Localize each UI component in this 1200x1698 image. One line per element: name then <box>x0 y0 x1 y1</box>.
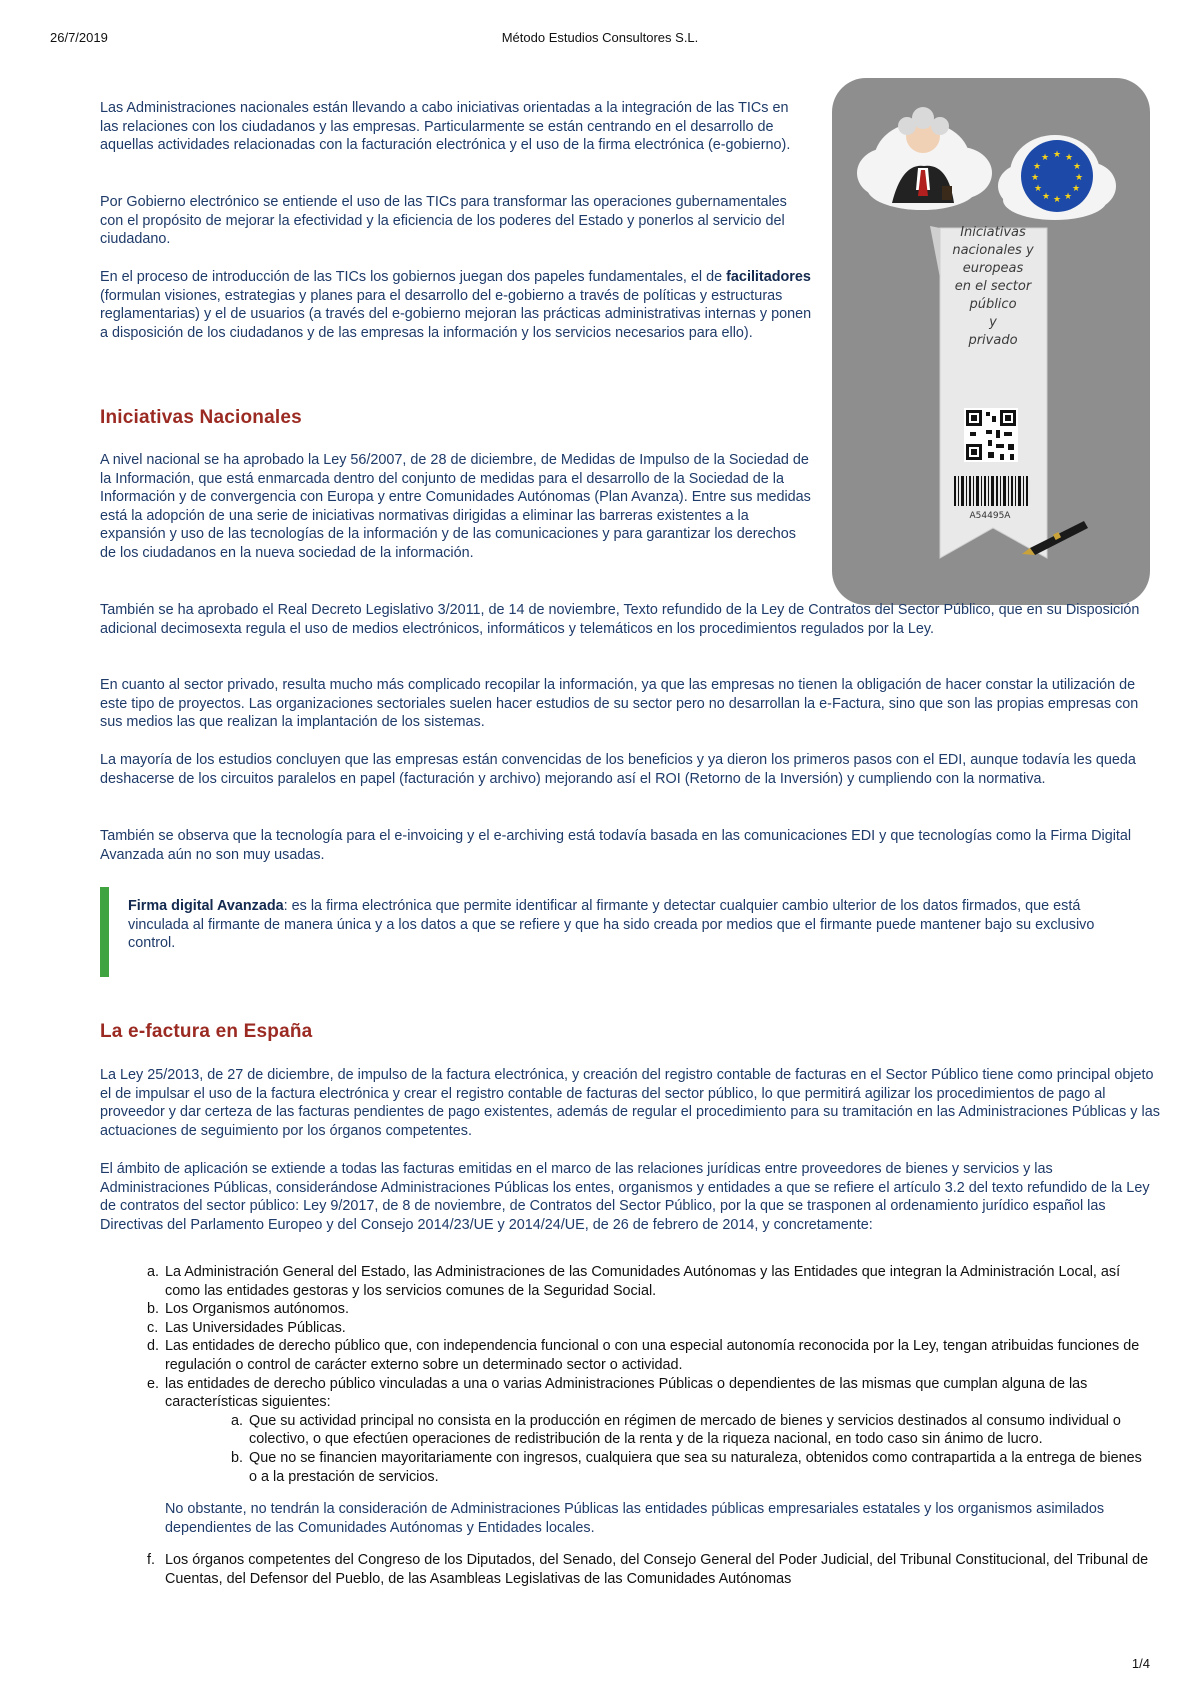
ribbon-line-7: privado <box>968 333 1018 348</box>
facilitadores-bold: facilitadores <box>726 269 811 285</box>
callout-text: Firma digital Avanzada: es la firma electrónica que permite identificar al firmante y detectar cualquier cambio ulterior de los datos firmados, que está vinculada al firmante de manera única y a los datos a que se refiere y que ha sido creada por medios que el firmante puede mantener bajo su exclusivo control. <box>128 898 1095 952</box>
print-date: 26/7/2019 <box>50 30 108 45</box>
svg-text:★: ★ <box>1052 150 1062 160</box>
callout-term: Firma digital Avanzada <box>128 898 284 914</box>
definition-callout <box>100 887 1140 977</box>
intro-paragraph-3: En el proceso de introducción de las TICs los gobiernos juegan dos papeles fundamentales, el de facilitadores (formulan visiones, estrategias y planes para el desarrollo del e-gobierno a través de políticas y estructuras reglamentarias) y el de usuarios (a través del e-gobierno mejoran las prácticas administrativas internas y ponen a disposición de los ciudadanos y de las empresas la información y los servicios necesarios para ello). <box>100 269 812 341</box>
ribbon-line-5: público <box>969 297 1017 312</box>
svg-text:★: ★ <box>1041 192 1051 202</box>
list-item: a. La Administración General del Estado, las Administraciones de las Comunidades Autónomas y las Entidades que integran la Administración Local, así como las entidades gestoras y los servicios comunes de la Seguridad Social. <box>147 1264 1121 1299</box>
list-item: f. Los órganos competentes del Congreso de los Diputados, del Senado, del Consejo General del Poder Judicial, del Tribunal Constitucional, del Tribunal de Cuentas, del Defensor del Pueblo, de las Asambleas Legislativas de las Comunidades Autónomas <box>147 1552 1149 1587</box>
document-title: Método Estudios Consultores S.L. <box>501 30 699 45</box>
section1-paragraph-1: A nivel nacional se ha aprobado la Ley 56/2007, de 28 de diciembre, de Medidas de Impulso de la Sociedad de la Información, que está enmarcada dentro del conjunto de medidas para el desarrollo de la Sociedad de la Información y de convergencia con Europa y entre Comunidades Autónomas (Plan Avanza). Entre sus medidas está la adopción de una serie de iniciativas normativas dirigidas a eliminar las barreras existentes a la expansión y uso de las tecnologías de la información y de las comunicaciones y para garantizar los derechos de los ciudadanos en la nueva sociedad de la información. <box>100 452 811 561</box>
ribbon-line-6: y <box>989 315 997 330</box>
svg-text:★: ★ <box>1030 173 1040 183</box>
svg-text:★: ★ <box>1072 162 1082 172</box>
section1-paragraph-2: También se ha aprobado el Real Decreto Legislativo 3/2011, de 14 de noviembre, Texto refundido de la Ley de Contratos del Sector Público, que en su Disposición adicional decimosexta regula el uso de medios electrónicos, informáticos y telemáticos en los procedimientos regulados por la Ley. <box>100 602 1140 637</box>
intro-paragraph-2: Por Gobierno electrónico se entiende el uso de las TICs para transformar las operaciones gubernamentales con el propósito de mejorar la efectividad y la eficiencia de los poderes del Estado y ponerlos al servicio del ciudadano. <box>100 194 787 248</box>
page-number: 1/4 <box>1131 1656 1150 1671</box>
ribbon-line-2: nacionales y <box>952 243 1034 258</box>
qr-code-icon <box>964 408 1018 462</box>
svg-text:★: ★ <box>1071 184 1081 194</box>
exception-note: No obstante, no tendrán la consideración de Administraciones Públicas las entidades públicas empresariales estatales y los organismos asimilados dependientes de las Comunidades Autónomas y Entidades locales. <box>165 1501 1105 1536</box>
section1-paragraph-5: También se observa que la tecnología para el e-invoicing y el e-archiving está todavía basada en las comunicaciones EDI y que tecnologías como la Firma Digital Avanzada aún no son muy usadas. <box>100 828 1132 863</box>
svg-text:★: ★ <box>1040 153 1050 163</box>
list-item: b. Los Organismos autónomos. <box>147 1301 349 1318</box>
list-item: c. Las Universidades Públicas. <box>147 1319 346 1336</box>
section-title-efactura: La e-factura en España <box>100 1021 313 1042</box>
sub-list-item: a. Que su actividad principal no consista en la producción en régimen de mercado de bienes y servicios destinados al consumo individual o colectivo, o que efectúen operaciones de redistribución de la renta y de la riqueza nacional, en todo caso sin ánimo de lucro. <box>231 1412 1121 1448</box>
ribbon-line-1: Iniciativas <box>960 225 1026 240</box>
svg-text:★: ★ <box>1064 153 1074 163</box>
section1-paragraph-3: En cuanto al sector privado, resulta mucho más complicado recopilar la información, ya que las empresas no tienen la obligación de hacer constar la utilización de este tipo de proyectos. Las organizaciones sectoriales suelen hacer estudios de su sector pero no desarrollan la e-Factura, sino que son las propias empresas con sus medios las que realizan la implantación de los sistemas. <box>100 677 1139 731</box>
entities-list <box>147 1263 1150 1589</box>
svg-text:★: ★ <box>1033 184 1043 194</box>
svg-text:★: ★ <box>1032 162 1042 172</box>
ribbon-line-3: europeas <box>962 261 1024 276</box>
section2-paragraph-2: El ámbito de aplicación se extiende a todas las facturas emitidas en el marco de las relaciones jurídicas entre proveedores de bienes y servicios y las Administraciones Públicas, considerándose Administraciones Públicas los entes, organismos y entidades a que se refiere el artículo 3.2 del texto refundido de la Ley de contratos del sector público: Ley 9/2017, de 8 de noviembre, de Contratos del Sector Público, por la que se trasponen al ordenamiento jurídico español las Directivas del Parlamento Europeo y del Consejo 2014/23/UE y 2014/24/UE, de 26 de febrero de 2014, y concretamente: <box>100 1161 1150 1233</box>
svg-text:★: ★ <box>1052 195 1062 205</box>
ribbon-line-4: en el sector <box>954 279 1032 294</box>
section1-paragraph-4: La mayoría de los estudios concluyen que las empresas están convencidas de los beneficios y ya dieron los primeros pasos con el EDI, aunque todavía les queda deshacerse de los circuitos paralelos en papel (facturación y archivo) mejorando así el ROI (Retorno de la Inversión) y cumpliendo con la normativa. <box>100 752 1136 787</box>
svg-text:★: ★ <box>1063 192 1073 202</box>
list-item: d. Las entidades de derecho público que, con independencia funcional o con una especial autonomía reconocida por la Ley, tengan atribuidas funciones de regulación o control de carácter externo sobre un determinado sector o actividad. <box>147 1338 1140 1373</box>
section-title-iniciativas: Iniciativas Nacionales <box>100 407 302 428</box>
initiatives-illustration <box>832 78 1150 605</box>
list-item: e. las entidades de derecho público vinculadas a una o varias Administraciones Públicas o dependientes de las mismas que cumplan alguna de las características siguientes: <box>147 1375 1088 1411</box>
barcode-code: A54495A <box>969 511 1011 521</box>
svg-text:★: ★ <box>1074 173 1084 183</box>
sub-list-item: b. Que no se financien mayoritariamente con ingresos, cualquiera que sea su naturaleza, obtenidos como contrapartida a la entrega de bienes o a la prestación de servicios. <box>231 1449 1142 1485</box>
section2-paragraph-1: La Ley 25/2013, de 27 de diciembre, de impulso de la factura electrónica, y creación del registro contable de facturas en el Sector Público tiene como principal objeto el de impulsar el uso de la factura electrónica y crear el registro contable de facturas del sector público, lo que permitirá agilizar los procedimientos de pago al proveedor y dar certeza de las facturas pendientes de pago existentes, además de regular el procedimiento para su tramitación en las Administraciones Públicas y las actuaciones de seguimiento por los órganos competentes. <box>100 1067 1160 1139</box>
intro-paragraph-1: Las Administraciones nacionales están llevando a cabo iniciativas orientadas a la integración de las TICs en las relaciones con los ciudadanos y las empresas. Particularmente se están centrando en el desarrollo de aquellas actividades relacionadas con la facturación electrónica y el uso de la firma electrónica (e-gobierno). <box>100 100 791 154</box>
